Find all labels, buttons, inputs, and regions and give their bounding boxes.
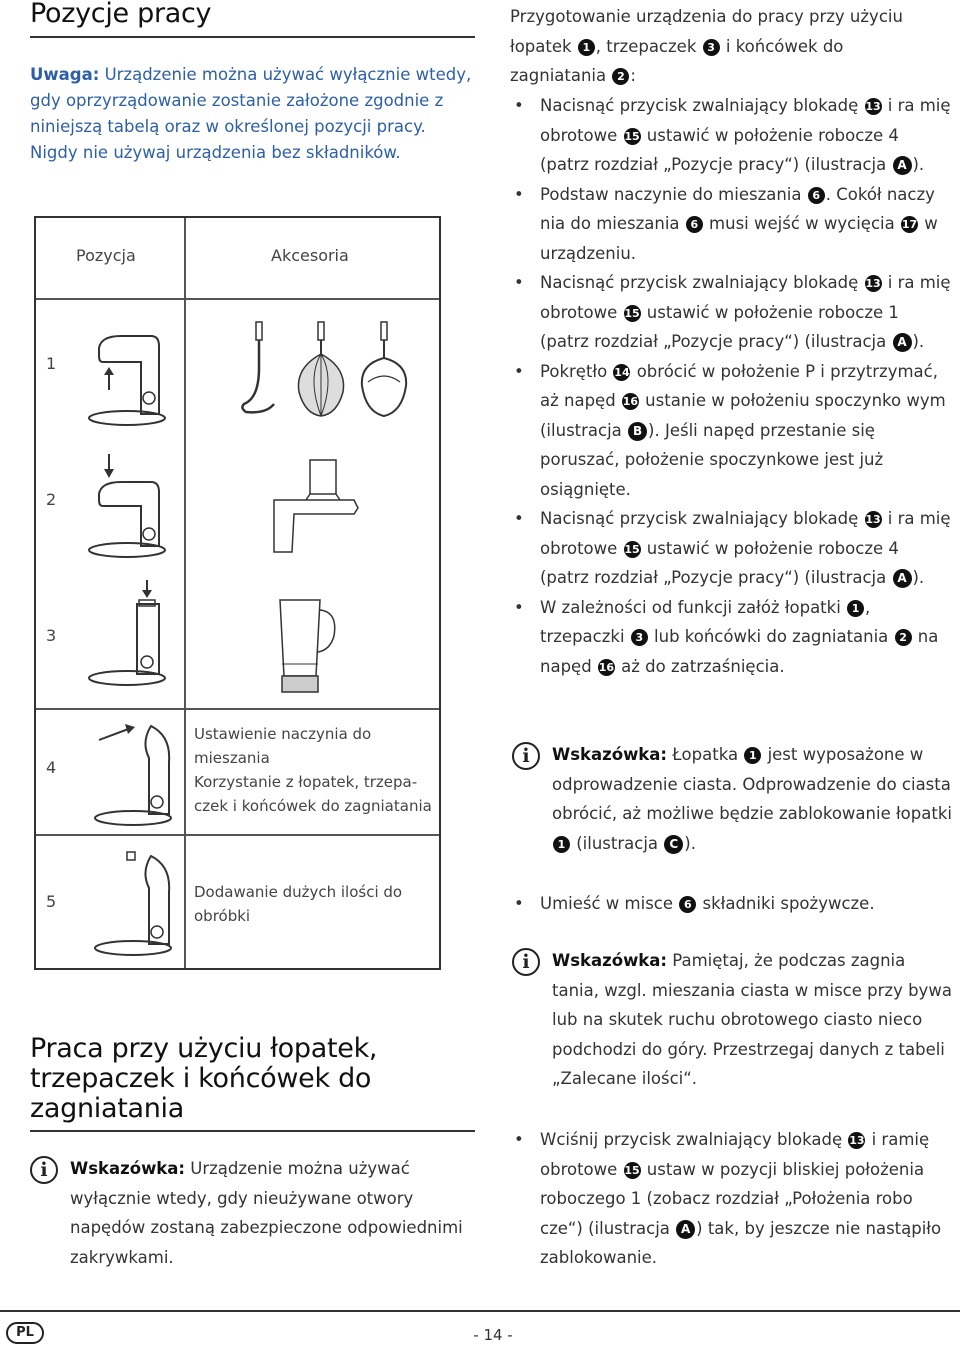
text-segment: na napęd bbox=[540, 627, 939, 676]
positions-table bbox=[34, 216, 441, 970]
text-segment: : bbox=[630, 66, 636, 85]
reference-number-badge: 15 bbox=[624, 542, 640, 556]
text-segment: musi wejść w wycięcia bbox=[703, 214, 900, 233]
text-segment: Łopatka bbox=[667, 745, 744, 764]
table-row-num: 2 bbox=[46, 490, 57, 509]
reference-number-badge: 6 bbox=[686, 216, 703, 233]
text-segment: i ra mię obrotowe bbox=[540, 273, 951, 322]
text-segment: składniki spożywcze. bbox=[697, 894, 875, 913]
table-row-rule bbox=[36, 708, 439, 710]
list-item bbox=[512, 357, 952, 505]
text-segment: łopatek bbox=[510, 36, 577, 56]
heading-rule-2 bbox=[30, 1130, 475, 1132]
text-segment: jest wyposażone w odprowadzenie ciasta. Odprowadzenie do ciasta obrócić, aż możliwe będzie zablokowanie łopatki bbox=[552, 745, 952, 823]
text-segment: W zależności od funkcji załóż łopatki bbox=[540, 597, 847, 617]
text-segment: Przygotowanie urządzenia do pracy przy użyciu bbox=[510, 7, 903, 26]
list-item bbox=[512, 889, 952, 919]
note-text: Pamiętaj, że podczas zagnia tania, wzgl. mieszania ciasta w misce przy bywa lub na skutek ruchu obrotowego ciasto nieco podchodzi do góry. Przestrzegaj danych z tabeli „Zalecane ilości“. bbox=[552, 951, 952, 1088]
note-text: Urządzenie można używać wyłącznie wtedy, gdy nieużywane otwory napędów zostaną zabezpieczone odpowiednimi zakrywkami. bbox=[70, 1159, 463, 1267]
reference-number-badge: 1 bbox=[847, 600, 864, 617]
text-segment: Umieść w misce bbox=[540, 894, 679, 913]
beater-illustration bbox=[354, 318, 414, 428]
heading-rule bbox=[30, 36, 475, 38]
text-segment: Podstaw naczynie do mieszania bbox=[540, 184, 807, 204]
mixer-position-1-illustration bbox=[81, 318, 171, 428]
note-paragraph-left bbox=[70, 1154, 475, 1272]
text-segment: ). bbox=[912, 332, 925, 351]
text-segment: ustawić w położenie robocze 4 (patrz rozdział „Pozycje pracy“) (ilustracja bbox=[540, 538, 899, 587]
table-row-rule bbox=[36, 834, 439, 836]
table-row-num: 3 bbox=[46, 626, 57, 645]
reference-number-badge: 16 bbox=[598, 660, 615, 674]
reference-number-badge: 17 bbox=[901, 218, 918, 231]
table-row-text-4: Ustawienie naczynia do mieszania Korzystanie z łopatek, trzepa-czek i końcówek do zagniatania bbox=[194, 725, 432, 815]
table-row-text-5: Dodawanie dużych ilości do obróbki bbox=[194, 883, 403, 925]
info-icon: i bbox=[30, 1156, 58, 1184]
mixer-position-3-illustration bbox=[81, 578, 171, 688]
reference-number-badge: 16 bbox=[622, 395, 639, 408]
text-segment: i końcówek do bbox=[720, 36, 844, 56]
reference-number-badge: 3 bbox=[703, 39, 720, 56]
reference-number-badge: B bbox=[628, 422, 647, 441]
blender-jug-illustration bbox=[268, 592, 348, 702]
reference-number-badge: A bbox=[893, 156, 912, 175]
reference-number-badge: 14 bbox=[614, 365, 630, 379]
reference-number-badge: 1 bbox=[744, 747, 761, 764]
text-segment: Nacisnąć przycisk zwalniający blokadę bbox=[540, 509, 864, 528]
text-segment: , trzepaczek bbox=[595, 36, 702, 56]
reference-number-badge: 15 bbox=[624, 1163, 640, 1177]
intro-paragraph bbox=[510, 2, 950, 91]
table-row-num: 5 bbox=[46, 892, 57, 911]
mixer-position-2-illustration bbox=[81, 450, 171, 560]
note-label: Wskazówka: bbox=[552, 745, 668, 764]
text-segment: ). bbox=[912, 155, 925, 174]
reference-number-badge: 13 bbox=[865, 513, 881, 526]
text-segment: i ramię obrotowe bbox=[540, 1130, 930, 1179]
note-label: Wskazówka: bbox=[552, 951, 668, 970]
reference-number-badge: 1 bbox=[553, 836, 570, 853]
text-segment: , trzepaczki bbox=[540, 597, 871, 646]
reference-number-badge: 6 bbox=[679, 896, 696, 913]
text-segment: zagniatania bbox=[510, 66, 612, 85]
reference-number-badge: A bbox=[676, 1220, 695, 1239]
text-segment: (ilustracja bbox=[571, 833, 664, 853]
list-item bbox=[512, 180, 952, 269]
text-segment: . Cokół naczy nia do mieszania bbox=[540, 184, 935, 233]
reference-number-badge: C bbox=[664, 835, 683, 854]
text-segment: lub końcówki do zagniatania bbox=[648, 627, 894, 646]
text-segment: Nacisnąć przycisk zwalniający blokadę bbox=[540, 273, 864, 292]
whisk-illustration bbox=[291, 318, 351, 428]
info-icon: i bbox=[512, 742, 540, 770]
reference-number-badge: A bbox=[893, 333, 912, 352]
table-header-rule bbox=[36, 298, 439, 300]
text-segment: aż do zatrzaśnięcia. bbox=[615, 656, 785, 676]
mixer-position-5-illustration bbox=[81, 848, 181, 958]
steps-list-3 bbox=[512, 1125, 952, 1273]
list-item bbox=[512, 593, 952, 682]
text-segment: Nacisnąć przycisk zwalniający blokadę bbox=[540, 96, 864, 115]
note-paragraph-2 bbox=[552, 946, 957, 1094]
reference-number-badge: 3 bbox=[631, 629, 648, 646]
reference-number-badge: 13 bbox=[865, 277, 881, 290]
text-segment: ustanie w położeniu spoczynko wym (ilustracja bbox=[540, 391, 946, 440]
text-segment: ustawić w położenie robocze 4 (patrz rozdział „Pozycje pracy“) (ilustracja bbox=[540, 125, 899, 174]
reference-number-badge: 6 bbox=[808, 187, 825, 204]
text-segment: i ra mię obrotowe bbox=[540, 509, 951, 558]
page-number: - 14 - bbox=[473, 1326, 513, 1344]
reference-number-badge: 2 bbox=[895, 629, 912, 646]
steps-list-1 bbox=[512, 91, 952, 681]
text-segment: ). bbox=[912, 568, 925, 587]
text-segment: ). Jeśli napęd przestanie się poruszać, położenie spoczynkowe jest już osiągnięte. bbox=[540, 420, 884, 499]
text-segment: ustawić w położenie robocze 1 (patrz rozdział „Pozycje pracy“) (ilustracja bbox=[540, 302, 899, 351]
steps-list-2 bbox=[512, 889, 952, 919]
reference-number-badge: 13 bbox=[865, 100, 881, 113]
language-badge: PL bbox=[6, 1322, 44, 1344]
reference-number-badge: 13 bbox=[849, 1134, 865, 1147]
info-icon: i bbox=[512, 948, 540, 976]
text-segment: obrócić w położenie P i przytrzymać, aż napęd bbox=[540, 361, 938, 410]
text-segment: w urządzeniu. bbox=[540, 214, 938, 263]
list-item bbox=[512, 1125, 952, 1273]
footer-rule bbox=[0, 1310, 960, 1312]
table-header-accessories: Akcesoria bbox=[271, 246, 349, 265]
list-item bbox=[512, 91, 952, 180]
text-segment: ) tak, by jeszcze nie nastąpiło zablokowanie. bbox=[540, 1218, 942, 1267]
text-segment: i ra mię obrotowe bbox=[540, 96, 951, 145]
text-segment: ustaw w pozycji bliskiej położenia roboczego 1 (zobacz rozdział „Położenia robo cze“) (ilustracja bbox=[540, 1159, 925, 1238]
note-label: Wskazówka: bbox=[70, 1159, 186, 1178]
text-segment: Pokrętło bbox=[540, 361, 613, 381]
table-divider bbox=[184, 218, 186, 968]
mixer-position-4-illustration bbox=[81, 718, 181, 828]
text-segment: Wciśnij przycisk zwalniający blokadę bbox=[540, 1130, 848, 1149]
table-row-num: 1 bbox=[46, 354, 57, 373]
warning-text: Urządzenie można używać wyłącznie wtedy, gdy oprzyrządowanie zostanie założone zgodnie z niniejszą tabelą oraz w określonej pozycji pracy. Nigdy nie używaj urządzenia bez składników. bbox=[30, 65, 472, 162]
table-header-position: Pozycja bbox=[76, 246, 136, 265]
warning-label: Uwaga: bbox=[30, 65, 100, 84]
food-processor-illustration bbox=[254, 456, 364, 556]
reference-number-badge: 15 bbox=[624, 129, 640, 143]
reference-number-badge: 1 bbox=[578, 39, 595, 56]
list-item bbox=[512, 268, 952, 357]
reference-number-badge: 15 bbox=[624, 306, 640, 320]
text-segment: ). bbox=[684, 833, 696, 853]
section-heading-work-positions: Pozycje pracy bbox=[30, 0, 212, 29]
warning-paragraph bbox=[30, 62, 475, 166]
section-heading-beaters: Praca przy użyciu łopatek, trzepaczek i końcówek do zagniatania bbox=[30, 1033, 378, 1124]
list-item bbox=[512, 504, 952, 593]
reference-number-badge: 2 bbox=[612, 68, 629, 85]
table-row-num: 4 bbox=[46, 758, 57, 777]
reference-number-badge: A bbox=[893, 569, 912, 588]
note-paragraph-1 bbox=[552, 740, 957, 858]
kneading-hook-illustration bbox=[236, 318, 286, 428]
